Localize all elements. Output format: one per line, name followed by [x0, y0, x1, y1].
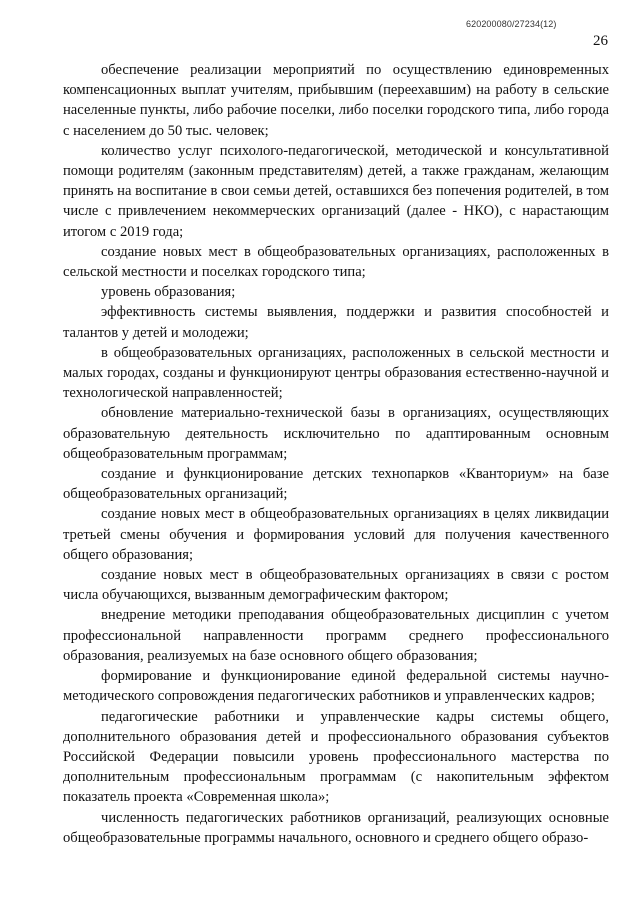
paragraph: создание новых мест в общеобразовательных организациях в целях ликвидации третьей смены обучения и формирования условий для получения качественного общего образования;	[63, 506, 609, 563]
paragraph: создание новых мест в общеобразовательных организациях в связи с ростом числа обучающихся, вызванным демографическим фактором;	[63, 567, 609, 604]
paragraph: в общеобразовательных организациях, расположенных в сельской местности и малых городах, созданы и функционируют центры образования естественно-научной и технологической направленностей;	[63, 344, 609, 402]
paragraph: обеспечение реализации мероприятий по осуществлению единовременных компенсационных выплат учителям, прибывшим (переехавшим) на работу в сельские населенные пункты, либо рабочие поселки, либо поселки городского типа, либо города с населением до 50 тыс. человек;	[63, 62, 609, 139]
paragraph: внедрение методики преподавания общеобразовательных дисциплин с учетом профессиональной направленности программ среднего профессионального образования, реализуемых на базе основного общего образования;	[63, 607, 609, 664]
paragraph: педагогические работники и управленческие кадры системы общего, дополнительного образования детей и профессионального образования субъектов Российской Федерации повысили уровень профессионального мастерства по дополнительным профессиональным программам (с накопительным эффектом показатель проекта «Современная школа»;	[63, 708, 609, 806]
paragraph: уровень образования;	[101, 284, 236, 301]
paragraph: создание новых мест в общеобразовательных организациях, расположенных в сельской местности и поселках городского типа;	[63, 243, 609, 281]
paragraph: численность педагогических работников организаций, реализующих основные общеобразовательные программы начального, основного и среднего общего образо-	[63, 809, 609, 846]
paragraph: обновление материально-технической базы в организациях, осуществляющих образовательную деятельность исключительно по адаптированным основным общеобразовательным программам;	[63, 405, 609, 462]
paragraph: количество услуг психолого-педагогической, методической и консультативной помощи родителям (законным представителям) детей, а также гражданам, желающим принять на воспитание в свои семьи детей, оставшихся без попечения родителей, в том числе с привлечением некоммерческих организаций (далее - НКО), с нарастающим итогом с 2019 года;	[63, 142, 609, 240]
paragraph: формирование и функционирование единой федеральной системы научно-методического сопровождения педагогических работников и управленческих кадров;	[63, 668, 609, 705]
page-number: 26	[593, 33, 608, 49]
document-id: 620200080/27234(12)	[466, 19, 557, 29]
body-text	[63, 60, 609, 848]
paragraph: эффективность системы выявления, поддержки и развития способностей и талантов у детей и молодежи;	[63, 304, 609, 341]
paragraph: создание и функционирование детских технопарков «Кванториум» на базе общеобразовательных организаций;	[63, 466, 609, 503]
